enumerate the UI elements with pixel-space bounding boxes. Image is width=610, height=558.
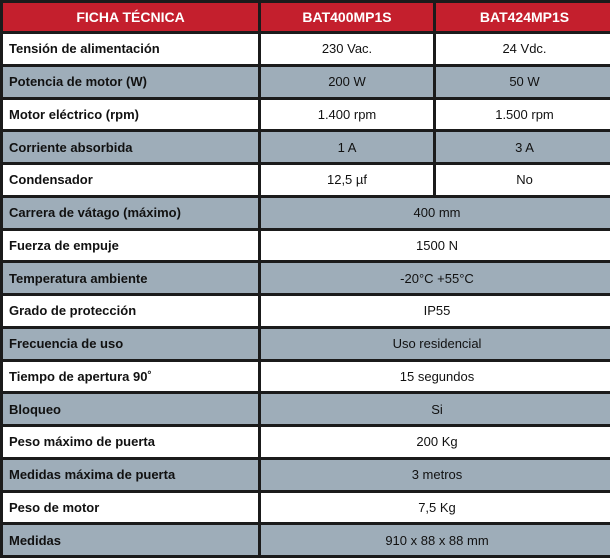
row-label: Peso máximo de puerta — [3, 427, 258, 457]
row-label: Corriente absorbida — [3, 132, 258, 162]
table-row — [3, 427, 610, 457]
row-label: Carrera de vátago (máximo) — [3, 198, 258, 228]
row-label: Fuerza de empuje — [3, 231, 258, 261]
row-value-a: 1 A — [261, 132, 433, 162]
row-value-b: No — [436, 165, 610, 195]
row-value-a: 1.400 rpm — [261, 100, 433, 130]
row-value: 15 segundos — [261, 362, 610, 392]
row-label: Motor eléctrico (rpm) — [3, 100, 258, 130]
row-label: Tiempo de apertura 90˚ — [3, 362, 258, 392]
row-label: Grado de protección — [3, 296, 258, 326]
header-row — [3, 3, 610, 31]
table-row — [3, 100, 610, 130]
table-row — [3, 132, 610, 162]
table-row — [3, 394, 610, 424]
header-model-b: BAT424MP1S — [436, 3, 610, 31]
row-value-b: 1.500 rpm — [436, 100, 610, 130]
table-row — [3, 67, 610, 97]
row-label: Bloqueo — [3, 394, 258, 424]
table-row — [3, 165, 610, 195]
row-value-a: 200 W — [261, 67, 433, 97]
table-row — [3, 493, 610, 523]
table-row — [3, 460, 610, 490]
row-value: Si — [261, 394, 610, 424]
header-model-a: BAT400MP1S — [261, 3, 433, 31]
row-value: IP55 — [261, 296, 610, 326]
table-row — [3, 231, 610, 261]
row-label: Potencia de motor (W) — [3, 67, 258, 97]
row-value: 7,5 Kg — [261, 493, 610, 523]
row-value-b: 24 Vdc. — [436, 34, 610, 64]
row-label: Temperatura ambiente — [3, 263, 258, 293]
table-row — [3, 263, 610, 293]
row-label: Tensión de alimentación — [3, 34, 258, 64]
row-value-b: 3 A — [436, 132, 610, 162]
table-row — [3, 198, 610, 228]
row-value: Uso residencial — [261, 329, 610, 359]
row-label: Frecuencia de uso — [3, 329, 258, 359]
row-label: Medidas máxima de puerta — [3, 460, 258, 490]
row-value-a: 12,5 µf — [261, 165, 433, 195]
table-row — [3, 34, 610, 64]
row-label: Peso de motor — [3, 493, 258, 523]
header-title: FICHA TÉCNICA — [3, 3, 258, 31]
row-value: 400 mm — [261, 198, 610, 228]
row-value: -20°C +55°C — [261, 263, 610, 293]
row-value-a: 230 Vac. — [261, 34, 433, 64]
table-row — [3, 329, 610, 359]
table-row — [3, 362, 610, 392]
row-value: 910 x 88 x 88 mm — [261, 525, 610, 555]
row-label: Condensador — [3, 165, 258, 195]
row-value: 1500 N — [261, 231, 610, 261]
table-row — [3, 296, 610, 326]
row-value-b: 50 W — [436, 67, 610, 97]
row-label: Medidas — [3, 525, 258, 555]
row-value: 200 Kg — [261, 427, 610, 457]
row-value: 3 metros — [261, 460, 610, 490]
table-row — [3, 525, 610, 555]
